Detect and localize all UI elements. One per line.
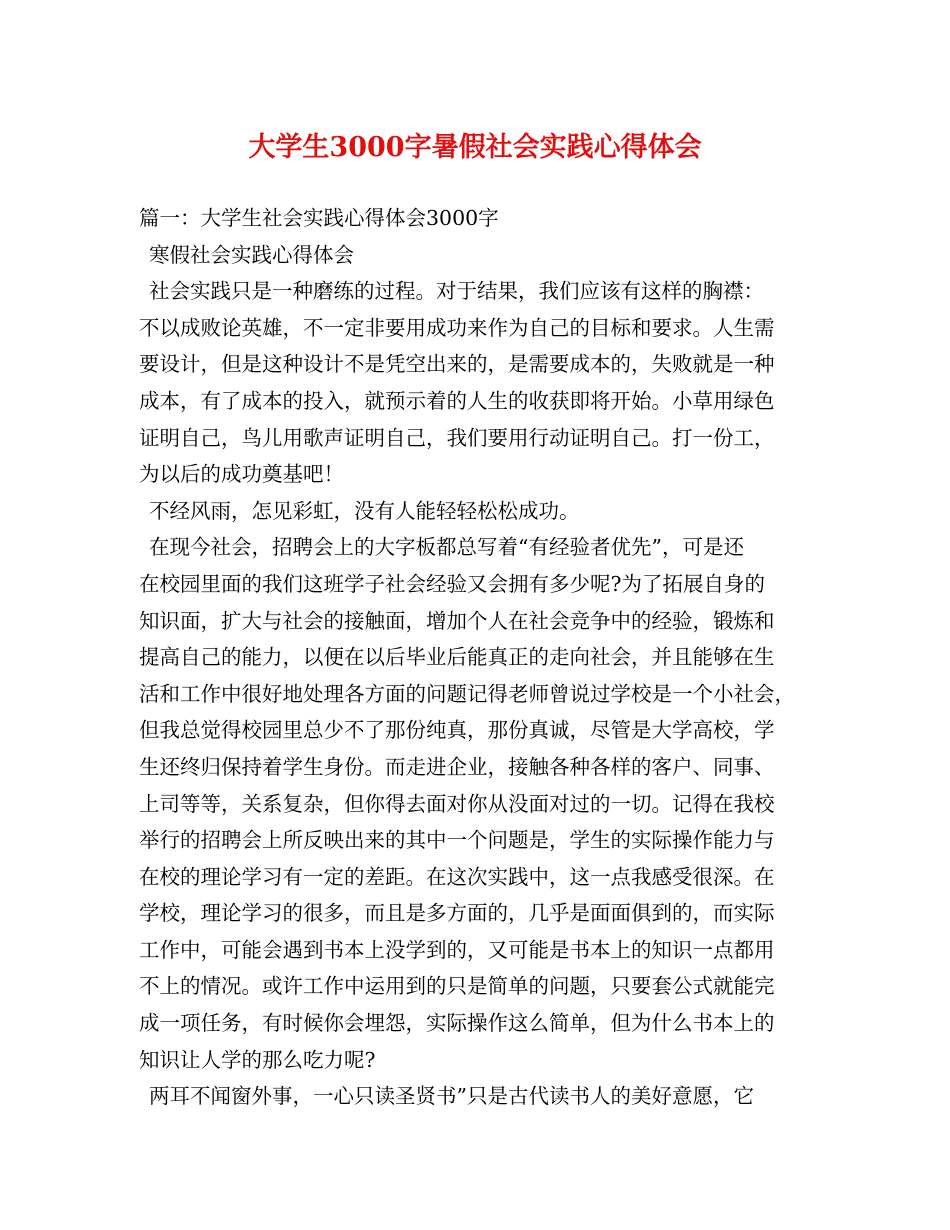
document-body <box>139 200 814 1115</box>
text-line: 不经风雨，怎见彩虹，没有人能轻轻松松成功。 <box>149 498 580 523</box>
text-line: 工作中，可能会遇到书本上没学到的，又可能是书本上的知识一点都用 <box>139 937 775 962</box>
text-line: 篇一：大学生社会实践心得体会3000字 <box>139 206 499 230</box>
text-line: 在现今社会，招聘会上的大字板都总写着“有经验者优先”，可是还 <box>149 535 744 560</box>
text-line: 寒假社会实践心得体会 <box>149 242 354 267</box>
text-line: 举行的招聘会上所反映出来的其中一个问题是，学生的实际操作能力与 <box>139 828 775 853</box>
text-line: 不上的情况。或许工作中运用到的只是简单的问题，只要套公式就能完 <box>139 974 775 999</box>
text-line: 成本，有了成本的投入，就预示着的人生的收获即将开始。小草用绿色 <box>139 388 775 413</box>
text-line: 为以后的成功奠基吧！ <box>139 462 344 487</box>
text-line: 生还终归保持着学生身份。而走进企业，接触各种各样的客户、同事、 <box>139 754 775 779</box>
text-line: 证明自己，鸟儿用歌声证明自己，我们要用行动证明自己。打一份工， <box>139 425 775 450</box>
text-line: 在校的理论学习有一定的差距。在这次实践中，这一点我感受很深。在 <box>139 864 775 889</box>
text-line: 但我总觉得校园里总少不了那份纯真，那份真诚，尽管是大学高校，学 <box>139 718 775 743</box>
text-line: 在校园里面的我们这班学子社会经验又会拥有多少呢?为了拓展自身的 <box>139 571 765 596</box>
text-line: 成一项任务，有时候你会埋怨，实际操作这么简单，但为什么书本上的 <box>139 1011 775 1036</box>
text-line: 不以成败论英雄，不一定非要用成功来作为自己的目标和要求。人生需 <box>139 315 775 340</box>
text-line: 社会实践只是一种磨练的过程。对于结果，我们应该有这样的胸襟： <box>149 279 764 304</box>
text-line: 活和工作中很好地处理各方面的问题记得老师曾说过学校是一个小社会， <box>139 681 795 706</box>
text-line: 知识让人学的那么吃力呢? <box>139 1047 376 1072</box>
text-line: 要设计，但是这种设计不是凭空出来的，是需要成本的，失败就是一种 <box>139 352 775 377</box>
text-line: 两耳不闻窗外事，一心只读圣贤书”只是古代读书人的美好意愿，它 <box>149 1084 754 1109</box>
text-line: 学校，理论学习的很多，而且是多方面的，几乎是面面俱到的，而实际 <box>139 901 775 926</box>
text-line: 知识面，扩大与社会的接触面，增加个人在社会竞争中的经验，锻炼和 <box>139 608 775 633</box>
text-line: 提高自己的能力，以便在以后毕业后能真正的走向社会，并且能够在生 <box>139 645 775 670</box>
text-line: 上司等等，关系复杂，但你得去面对你从没面对过的一切。记得在我校 <box>139 791 775 816</box>
document-title: 大学生3000字暑假社会实践心得体会 <box>248 132 702 163</box>
